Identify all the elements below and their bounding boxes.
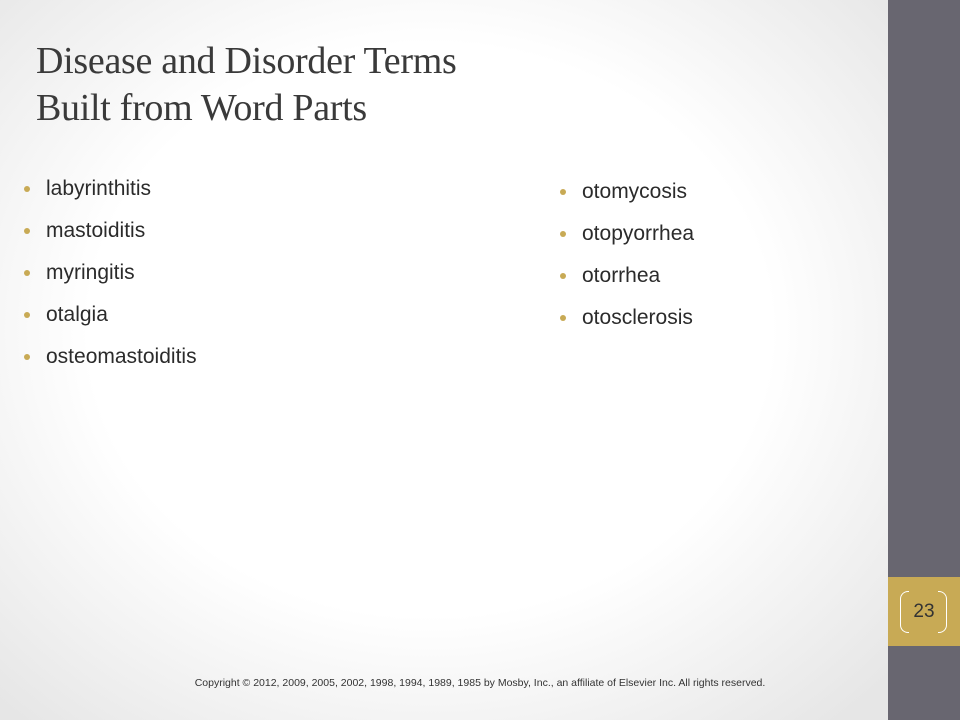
list-item-label: otorrhea [582, 264, 661, 287]
list-item-label: labyrinthitis [46, 177, 152, 200]
bullet-dot-icon [560, 273, 566, 279]
bullet-dot-icon [560, 315, 566, 321]
page-number: 23 [913, 601, 935, 622]
list-item [560, 217, 880, 259]
list-item-label: mastoiditis [46, 219, 146, 242]
list-item [24, 256, 504, 298]
list-item [560, 301, 880, 343]
bullet-dot-icon [24, 228, 30, 234]
bullet-dot-icon [24, 354, 30, 360]
list-item-label: otosclerosis [582, 306, 693, 329]
list-item [24, 340, 504, 382]
bullet-dot-icon [560, 231, 566, 237]
slide-title [36, 38, 856, 132]
list-item [560, 259, 880, 301]
slide-title-line-2: Built from Word Parts [36, 87, 367, 129]
list-item-label: otopyorrhea [582, 222, 695, 245]
list-item-label: myringitis [46, 261, 135, 284]
right-bullet-list [560, 175, 880, 343]
bullet-dot-icon [24, 270, 30, 276]
copyright-notice: Copyright © 2012, 2009, 2005, 2002, 1998, 1994, 1989, 1985 by Mosby, Inc., an affiliate of Elsevier Inc. All rights reserved. [194, 677, 766, 689]
list-item-label: otomycosis [582, 180, 688, 203]
list-item [24, 298, 504, 340]
bullet-dot-icon [24, 312, 30, 318]
list-item-label: otalgia [46, 303, 108, 326]
bullet-dot-icon [560, 189, 566, 195]
left-bullet-list [24, 172, 504, 382]
bullet-dot-icon [24, 186, 30, 192]
list-item [560, 175, 880, 217]
page-number-badge [888, 577, 960, 646]
slide-title-line-1: Disease and Disorder Terms [36, 40, 457, 82]
list-item [24, 214, 504, 256]
list-item [24, 172, 504, 214]
list-item-label: osteomastoiditis [46, 345, 197, 368]
